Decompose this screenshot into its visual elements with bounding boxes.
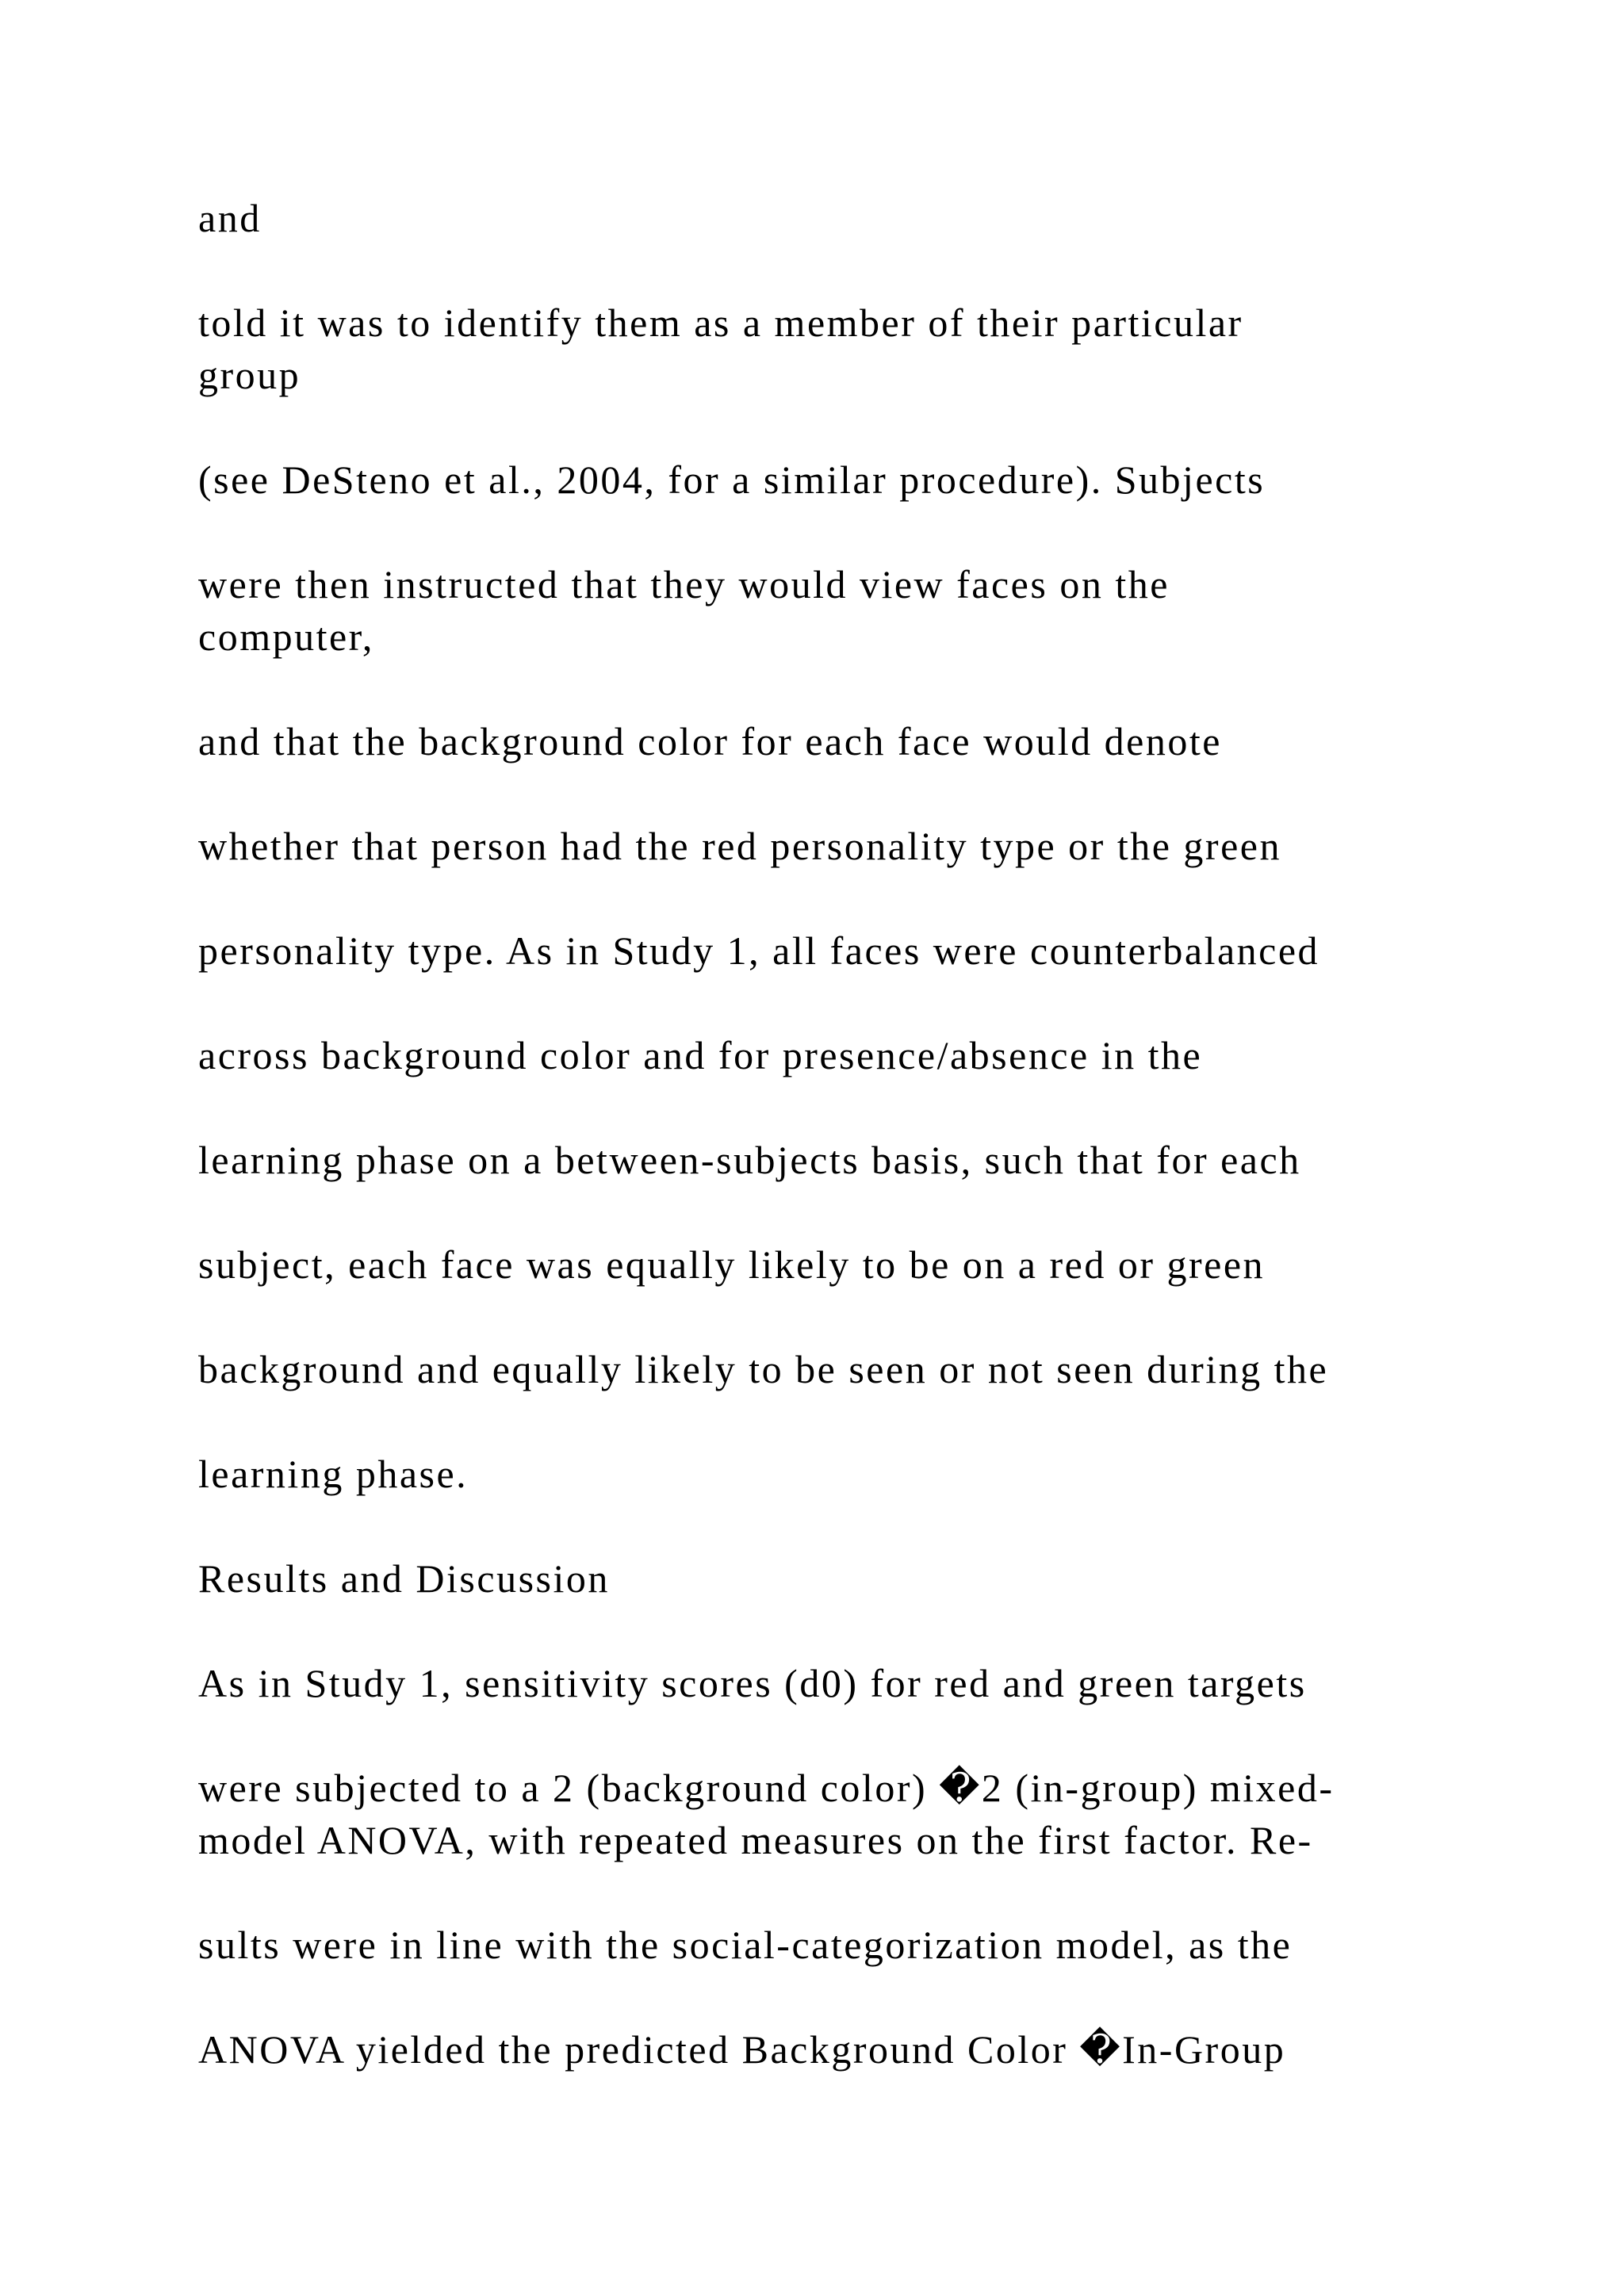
- text-line: learning phase on a between-subjects basis, such that for each: [198, 1138, 1301, 1182]
- text-line: (see DeSteno et al., 2004, for a similar procedure). Subjects: [198, 457, 1266, 502]
- text-line: and: [198, 196, 262, 240]
- text-line: As in Study 1, sensitivity scores (d0) for red and green targets: [198, 1661, 1307, 1705]
- text-line: personality type. As in Study 1, all faces were counterbalanced: [198, 928, 1320, 973]
- text-line: learning phase.: [198, 1452, 469, 1496]
- text-line: were subjected to a 2 (background color) �2 (in-group) mixed- model ANOVA, with repeated measures on the first factor. Re-: [198, 1766, 1335, 1862]
- text-line: across background color and for presence/absence in the: [198, 1033, 1203, 1077]
- text-line: subject, each face was equally likely to be on a red or green: [198, 1242, 1266, 1287]
- document-body: [198, 192, 1483, 2128]
- text-line: ANOVA yielded the predicted Background Color �In-Group: [198, 2027, 1286, 2072]
- text-line: sults were in line with the social-categorization model, as the: [198, 1923, 1293, 1967]
- section-heading: Results and Discussion: [198, 1556, 610, 1601]
- text-line: told it was to identify them as a member of their particular group: [198, 300, 1243, 397]
- text-line: background and equally likely to be seen or not seen during the: [198, 1347, 1329, 1391]
- text-line: and that the background color for each face would denote: [198, 719, 1222, 763]
- text-line: whether that person had the red personality type or the green: [198, 824, 1281, 868]
- text-line: were then instructed that they would view faces on the computer,: [198, 562, 1170, 659]
